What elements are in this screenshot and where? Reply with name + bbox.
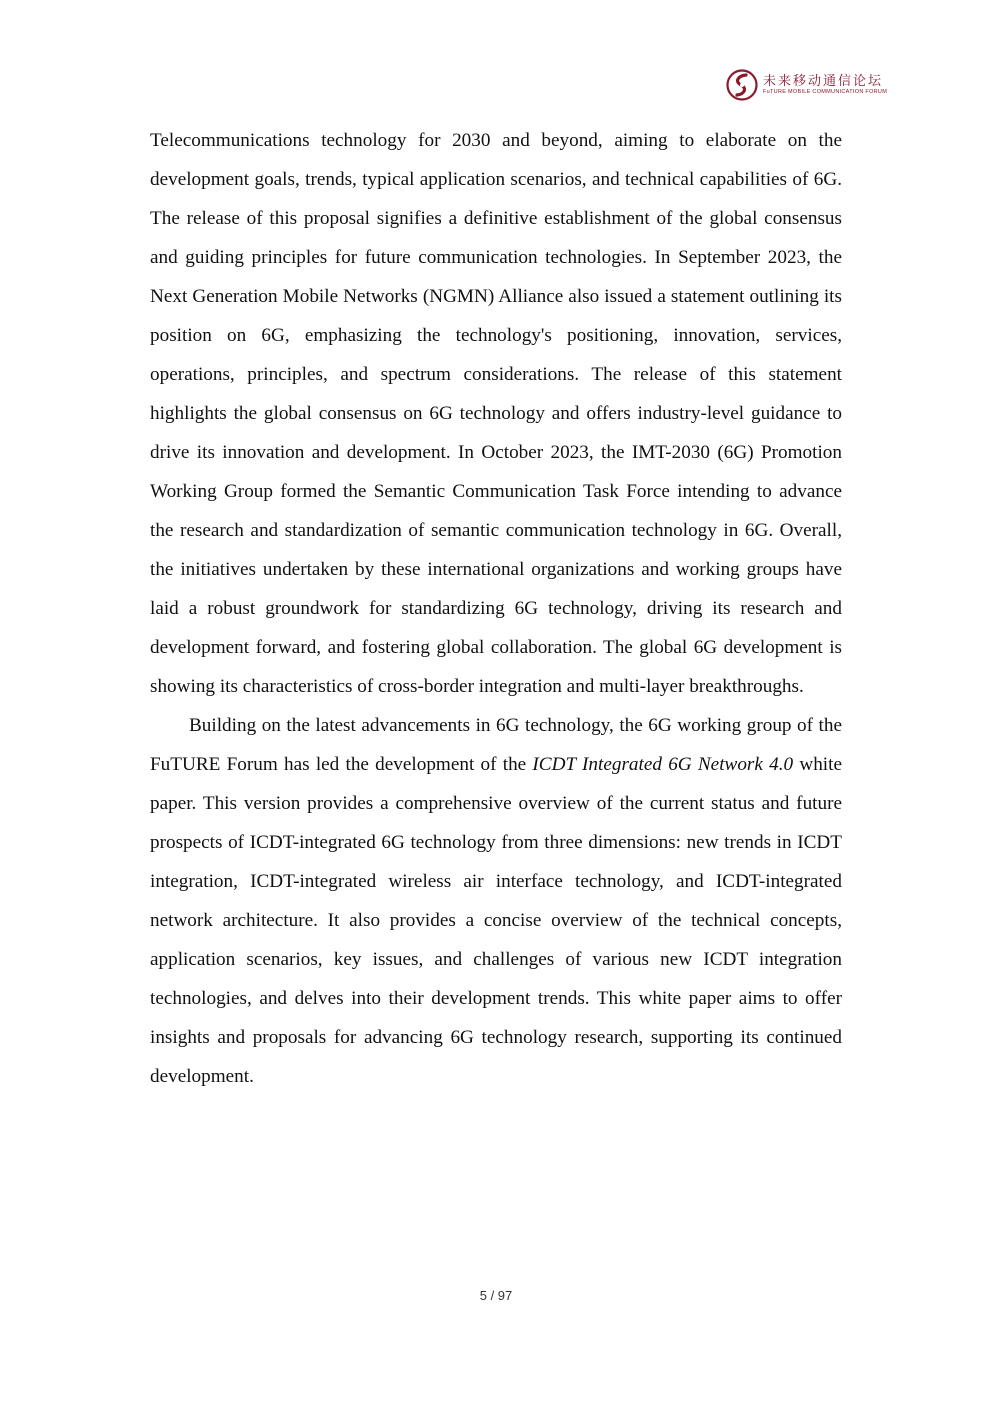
paragraph-1: Telecommunications technology for 2030 and beyond, aiming to elaborate on the development goals, trends, typical application scenarios, and technical capabilities of 6G. The release of this proposal signifies a definitive establishment of the global consensus and guiding principles for future communication technologies. In September 2023, the Next Generation Mobile Networks (NGMN) Alliance also issued a statement outlining its position on 6G, emphasizing the technology's positioning, innovation, services, operations, principles, and spectrum considerations. The release of this statement highlights the global consensus on 6G technology and offers industry-level guidance to drive its innovation and development. In October 2023, the IMT-2030 (6G) Promotion Working Group formed the Semantic Communication Task Force intending to advance the research and standardization of semantic communication technology in 6G. Overall, the initiatives undertaken by these international organizations and working groups have laid a robust groundwork for standardizing 6G technology, driving its research and development forward, and fostering global collaboration. The global 6G development is showing its characteristics of cross-border integration and multi-layer breakthroughs.: [150, 130, 842, 697]
logo-chinese-title: 未来移动通信论坛: [763, 73, 884, 89]
future-forum-logo-icon: [726, 69, 758, 101]
paragraph-2-start: Building on the latest advancements in 6G technology, the 6G working group of the FuTURE Forum has led the development of the: [150, 715, 842, 775]
document-body: [150, 121, 842, 1096]
page-number: 5 / 97: [479, 1288, 513, 1303]
logo-english-title: FuTURE MOBILE COMMUNICATION FORUM: [763, 88, 888, 95]
white-paper-title: ICDT Integrated 6G Network 4.0: [532, 754, 794, 775]
logo-text: [763, 75, 887, 96]
paragraph-2: [150, 706, 842, 1096]
header-logo: [726, 68, 896, 102]
paragraph-2-end: white paper. This version provides a comprehensive overview of the current status and future prospects of ICDT-integrated 6G technology from three dimensions: new trends in ICDT integration, ICDT-integrated wireless air interface technology, and ICDT-integrated network architecture. It also provides a concise overview of the technical concepts, application scenarios, key issues, and challenges of various new ICDT integration technologies, and delves into their development trends. This white paper aims to offer insights and proposals for advancing 6G technology research, supporting its continued development.: [150, 754, 842, 1087]
